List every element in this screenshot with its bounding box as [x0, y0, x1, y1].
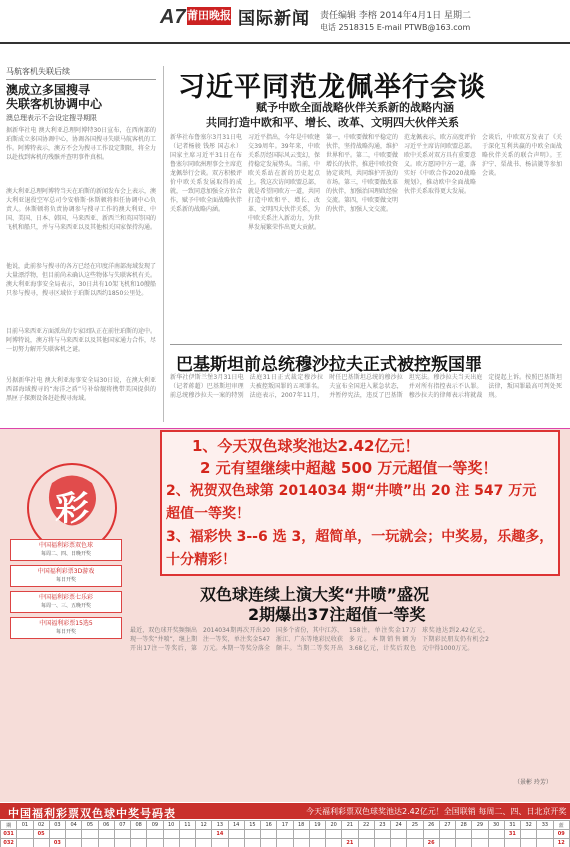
table-cell: 12: [553, 839, 570, 847]
winning-numbers-table: [0, 820, 570, 847]
table-cell: 25: [407, 821, 423, 830]
table-cell: [472, 830, 488, 839]
edition-info: 责任编辑 李榕 2014年4月1日 星期二: [320, 11, 471, 21]
table-cell: [391, 830, 407, 839]
table-cell: 07: [114, 821, 130, 830]
table-cell: [98, 839, 114, 847]
table-cell: 05: [82, 821, 98, 830]
game-schedule: 每周一、三、五晚开奖: [40, 603, 91, 609]
lottery-article-subhead: 2期爆出37注超值一等奖: [248, 605, 426, 624]
article-headline: 澳成立多国搜寻: [6, 83, 91, 97]
table-cell: 30: [488, 821, 504, 830]
table-cell: 32: [521, 821, 537, 830]
table-cell: [326, 839, 342, 847]
game-schedule: 每日开奖: [55, 629, 76, 635]
table-cell: 31: [504, 830, 520, 839]
table-cell: [163, 839, 179, 847]
table-cell: [342, 830, 358, 839]
game-tag: [10, 617, 122, 639]
game-title: 中国福利彩票七乐彩: [38, 594, 93, 601]
table-cell: [17, 839, 33, 847]
table-cell: [82, 839, 98, 847]
table-cell: 33: [537, 821, 553, 830]
game-schedule: 每日开奖: [55, 577, 76, 583]
lottery-article-body: 最近，双色球开奖频频出现一等奖“井喷”，继上期开出17注一等奖后，第2014034期再次开出20注一等奖，单注奖金547万元。本期一等奖分落全国多个省份，其中江苏、浙江、广东等地彩民收获颇丰。当期二等奖开出158注，单注奖金17万多元。本期销售额为3.68亿元，计奖后双色球奖池达到2.42亿元，下期彩民朋友仍有机会2元中得1000万元。: [130, 627, 489, 652]
table-cell: 031: [1, 830, 17, 839]
game-tag: [10, 591, 122, 613]
table-cell: 24: [391, 821, 407, 830]
table-cell: 19: [309, 821, 325, 830]
lottery-line-2: 2 元有望继续中超越 500 万元超值一等奖！: [200, 459, 498, 477]
divider: [170, 344, 562, 345]
table-cell: [309, 830, 325, 839]
article-column: 第一，中欧要做和平稳定的伙伴，坚持战略沟通，维护世界和平。第二，中欧要做增长的伙伴，推进中欧投资协定谈判，共同维护开放的市场。第三，中欧要做改革的伙伴，加强治国理政经验交流。第四，中欧要做文明的伙伴，加强人文交流。: [326, 134, 398, 213]
article-paragraph: 他说，此前参与搜寻的各方已经在印度洋南部海域发现了大量漂浮物，但目前尚未确认这些物体与失联客机有关。澳大利亚海事安全局表示，30日共有10架飞机和10艘船只参与搜寻，搜寻区域位于珀斯以西约1850公里处。: [6, 263, 156, 297]
table-cell: 12: [196, 821, 212, 830]
table-cell: [228, 839, 244, 847]
table-cell: [488, 839, 504, 847]
table-cell: 26: [423, 821, 439, 830]
table-cell: [407, 830, 423, 839]
table-cell: [358, 839, 374, 847]
table-cell: [228, 830, 244, 839]
table-cell: 23: [374, 821, 390, 830]
table-cell: [277, 830, 293, 839]
table-cell: [131, 839, 147, 847]
table-cell: [212, 839, 228, 847]
table-cell: 11: [179, 821, 195, 830]
table-cell: 期: [1, 821, 17, 830]
article-paragraph: 澳大利亚总理阿博特当天在珀斯的新闻发布会上表示，澳大利亚退役空军总司令安格斯·休斯顿将担任协调中心负责人。休斯顿将负责协调参与搜寻工作的澳大利亚、中国、美国、日本、韩国、马来西亚、新西兰和英国等国的飞机和船只，并与马来西亚以及其他相关国家保持沟通。: [6, 188, 156, 231]
table-cell: [439, 830, 455, 839]
table-cell: [131, 830, 147, 839]
table-cell: 05: [33, 830, 49, 839]
table-cell: 21: [342, 839, 358, 847]
table-cell: [66, 830, 82, 839]
table-cell: 03: [49, 839, 65, 847]
table-cell: [33, 839, 49, 847]
lottery-article-headline: 双色球连续上演大奖“井喷”盛况: [200, 585, 430, 604]
table-cell: [147, 839, 163, 847]
section-title: 国际新闻: [238, 9, 310, 29]
table-cell: [537, 839, 553, 847]
lottery-line-1: 1、今天双色球奖池达2.42亿元！: [192, 437, 420, 455]
table-cell: [293, 830, 309, 839]
table-cell: [439, 839, 455, 847]
table-cell: 27: [439, 821, 455, 830]
table-cell: [147, 830, 163, 839]
table-cell: 09: [147, 821, 163, 830]
main-subhead-2: 共同打造中欧和平、增长、改革、文明四大伙伴关系: [206, 116, 459, 129]
article-paragraph: 另据新华社电 澳大利亚海事安全局30日说，在澳大利亚西部海域搜寻的“海洋之盾”号补给舰将携带美国提供的黑匣子探测设备赶赴搜寻海域。: [6, 377, 156, 402]
lottery-line-3: 2、祝贺双色球第 2014034 期“井喷”出 20 注 547 万元: [166, 483, 537, 499]
table-cell: 14: [228, 821, 244, 830]
page-number: A7: [160, 6, 186, 28]
table-cell: 28: [456, 821, 472, 830]
pakistan-article: 新华社伊斯兰堡3月31日电（记者蒋超）巴基斯坦审理前总统穆沙拉夫一案的特别法庭31日正式裁定穆沙拉夫被控叛国罪的五项罪名。法庭表示，2007年11月，时任巴基斯坦总统的穆沙拉夫宣布全国进入紧急状态，并暂停宪法，违反了巴基斯坦宪法。穆沙拉夫当天出庭并对所有指控表示不认罪。穆沙拉夫的律师表示将就裁定提起上诉。按照巴基斯坦法律，叛国罪最高可判处死刑。: [170, 374, 562, 399]
table-cell: [244, 839, 260, 847]
table-cell: [98, 830, 114, 839]
table-cell: [537, 830, 553, 839]
table-row: [1, 830, 570, 839]
contact-info: 电话 2518315 E-mail PTWB@163.com: [320, 23, 471, 32]
table-cell: [326, 830, 342, 839]
table-cell: [114, 839, 130, 847]
game-schedule: 每周二、四、日晚开奖: [40, 551, 91, 557]
numbers-grid: [0, 820, 570, 847]
table-cell: [423, 830, 439, 839]
game-title: 中国福利彩票15选5: [39, 620, 93, 627]
divider: [6, 79, 156, 80]
table-cell: [521, 839, 537, 847]
table-cell: [391, 839, 407, 847]
table-cell: [504, 839, 520, 847]
table-cell: [114, 830, 130, 839]
table-cell: 20: [326, 821, 342, 830]
article-headline-2: 失联客机协调中心: [6, 97, 103, 111]
game-tag: [10, 539, 122, 561]
table-cell: [456, 830, 472, 839]
table-cell: [82, 830, 98, 839]
table-cell: 蓝: [553, 821, 570, 830]
table-cell: 10: [163, 821, 179, 830]
main-headline: 习近平同范龙佩举行会谈: [178, 72, 486, 103]
logo-character: 彩: [55, 489, 89, 529]
table-cell: 15: [244, 821, 260, 830]
table-cell: [309, 839, 325, 847]
lottery-game-list: [10, 535, 122, 643]
article-column: 范龙佩表示，欧方高度评价习近平主席访问欧盟总部。欧中关系对双方具有重要意义。欧方愿同中方一道，落实好《中欧合作2020战略规划》，推动欧中全面战略伙伴关系取得更大发展。: [404, 134, 476, 195]
table-cell: 01: [17, 821, 33, 830]
table-cell: [244, 830, 260, 839]
table-cell: [407, 839, 423, 847]
table-cell: [196, 839, 212, 847]
code-table-title: 中国福利彩票双色球中奖号码表: [8, 807, 176, 820]
table-cell: [66, 839, 82, 847]
table-cell: [374, 830, 390, 839]
table-cell: [261, 839, 277, 847]
lottery-line-4: 超值一等奖！: [166, 506, 250, 522]
table-cell: [163, 830, 179, 839]
game-title: 中国福利彩票3D游戏: [37, 568, 95, 575]
table-cell: [179, 830, 195, 839]
table-cell: [456, 839, 472, 847]
game-tag: [10, 565, 122, 587]
table-cell: [358, 830, 374, 839]
article-kicker: 马航客机失联后续: [6, 67, 70, 76]
main-subhead-1: 赋予中欧全面战略伙伴关系新的战略内涵: [256, 101, 454, 114]
article-column: 新华社布鲁塞尔3月31日电（记者杨骏 钱彤 国志永）国家主席习近平31日在布鲁塞尔同欧洲理事会主席范龙佩举行会谈。双方积极评价中欧关系发展取得的成就，一致同意加强全方位合作，赋予中欧全面战略伙伴关系新的战略内涵。: [170, 134, 242, 213]
pakistan-headline: 巴基斯坦前总统穆沙拉夫正式被控叛国罪: [176, 355, 482, 375]
table-cell: [49, 830, 65, 839]
table-cell: 26: [423, 839, 439, 847]
table-cell: [277, 839, 293, 847]
table-cell: 14: [212, 830, 228, 839]
table-cell: 18: [293, 821, 309, 830]
table-cell: 04: [66, 821, 82, 830]
article-paragraph: 目前马来西亚方面派出的专家团队正在前往珀斯的途中。阿博特说，澳方将与马来西亚以及其他国家通力合作，尽一切努力解开失联客机之谜。: [6, 328, 156, 353]
table-cell: 09: [553, 830, 570, 839]
article-paragraph: 据新华社电 澳大利亚总理阿博特30日宣布，在西南部的珀斯成立多国协调中心，协调各国搜寻失联马航客机的工作。阿博特表示，澳方不会为搜寻工作设定期限，将全力以赴找到客机的残骸并查明事件真相。: [6, 127, 156, 161]
table-cell: 06: [98, 821, 114, 830]
lottery-line-6: 十分精彩！: [166, 552, 236, 568]
table-cell: [374, 839, 390, 847]
table-cell: [17, 830, 33, 839]
table-cell: 08: [131, 821, 147, 830]
table-cell: 13: [212, 821, 228, 830]
article-column: 习近平指出，今年是中欧建交39周年。39年来，中欧关系历经国际风云变幻，保持稳定发展势头。当前，中欧关系站在新的历史起点上。我这次访问欧盟总部，就是希望同欧方一道，共同打造中欧和平、增长、改革、文明四大伙伴关系，为中欧关系注入新动力，为世界发展繁荣作出更大贡献。: [248, 134, 320, 231]
reporter-byline: （景彬 玲芳）: [514, 779, 552, 786]
table-cell: 22: [358, 821, 374, 830]
article-column: 会谈后，中欧双方发表了《关于深化互利共赢的中欧全面战略伙伴关系的联合声明》。王沪宁、栗战书、杨洁篪等参加会谈。: [482, 134, 562, 177]
code-table-note: 今天福利彩票双色球奖池达2.42亿元！全国联销 每周二、四、日北京开奖: [306, 807, 567, 816]
table-cell: [179, 839, 195, 847]
table-header-row: [1, 821, 570, 830]
table-cell: [196, 830, 212, 839]
table-cell: 31: [504, 821, 520, 830]
table-cell: [293, 839, 309, 847]
table-cell: [521, 830, 537, 839]
article-subhead: 澳总理表示不会设定搜寻期限: [6, 114, 97, 122]
game-title: 中国福利彩票双色球: [38, 542, 93, 549]
table-cell: [488, 830, 504, 839]
table-cell: 03: [49, 821, 65, 830]
table-cell: 032: [1, 839, 17, 847]
table-cell: [261, 830, 277, 839]
table-cell: 02: [33, 821, 49, 830]
paper-logo: 莆田晚报: [187, 7, 231, 25]
table-cell: 17: [277, 821, 293, 830]
table-cell: 29: [472, 821, 488, 830]
table-cell: 21: [342, 821, 358, 830]
left-article: [6, 66, 156, 406]
table-row: [1, 839, 570, 847]
lottery-line-5: 3、福彩快 3--6 选 3，超简单，一玩就会；中奖易，乐趣多，: [166, 529, 554, 545]
table-cell: 16: [261, 821, 277, 830]
column-rule: [163, 66, 164, 422]
table-cell: [472, 839, 488, 847]
